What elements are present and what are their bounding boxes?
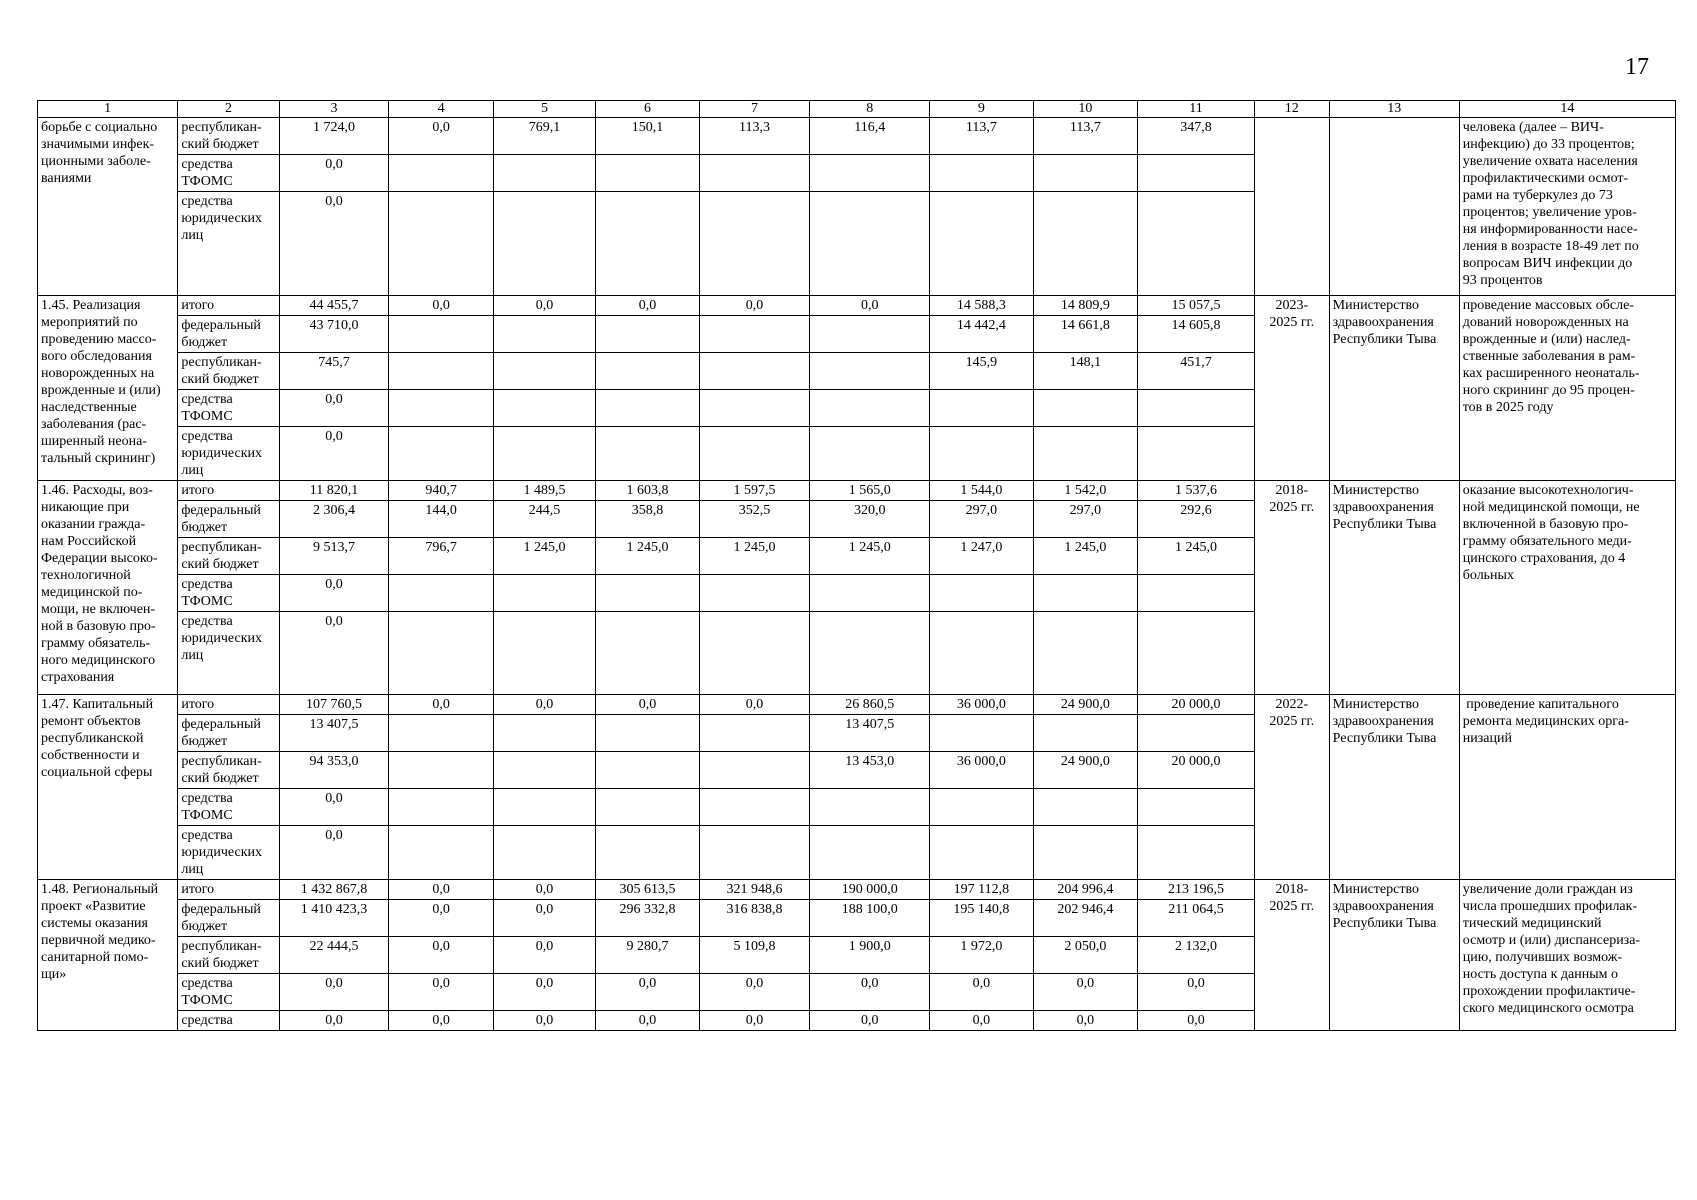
amount-cell [389,752,493,789]
table-row [38,481,1676,501]
amount-cell: 1 597,5 [699,481,810,501]
measure-name: 1.46. Расходы, воз- никающие при оказании гражда- нам Российской Федерации высоко- технологичной медицинской по- мощи, не включен- ной в базовую про- грамму обязатель- ного медицинского страхования [38,481,178,695]
expected-result: человека (далее – ВИЧ- инфекцию) до 33 процентов; увеличение охвата населения профилактическими осмот- рами на туберкулез до 73 процентов; увеличение уров- ня информированности насе- ления в возрасте 18-49 лет по вопросам ВИЧ инфекции до 93 процентов [1459,118,1675,296]
amount-cell: 0,0 [493,974,595,1011]
amount-cell: 0,0 [699,974,810,1011]
amount-cell: 22 444,5 [279,937,389,974]
amount-cell [1138,575,1255,612]
amount-cell [596,353,699,390]
amount-cell: 145,9 [930,353,1033,390]
responsible-executor [1329,118,1459,296]
expected-result: проведение массовых обсле- дований новорожденных на врожденные и (или) наслед- ственные заболевания в рам- ках расширенного неонаталь- ного скрининг до 95 процен- тов в 2025 году [1459,296,1675,481]
column-number: 7 [699,101,810,118]
amount-cell: 0,0 [1138,1011,1255,1031]
amount-cell: 2 306,4 [279,501,389,538]
amount-cell [699,575,810,612]
amount-cell: 1 245,0 [1138,538,1255,575]
funding-source: средства ТФОМС [178,575,279,612]
amount-cell: 11 820,1 [279,481,389,501]
amount-cell: 1 245,0 [493,538,595,575]
amount-cell [493,427,595,481]
amount-cell: 0,0 [1033,974,1137,1011]
amount-cell: 1 245,0 [1033,538,1137,575]
amount-cell [1033,789,1137,826]
amount-cell: 43 710,0 [279,316,389,353]
amount-cell: 0,0 [389,974,493,1011]
amount-cell [699,612,810,695]
amount-cell: 1 972,0 [930,937,1033,974]
amount-cell: 0,0 [493,695,595,715]
amount-cell [389,575,493,612]
amount-cell: 1 603,8 [596,481,699,501]
amount-cell [930,826,1033,880]
amount-cell [389,155,493,192]
amount-cell: 0,0 [389,1011,493,1031]
amount-cell [699,789,810,826]
column-number: 12 [1254,101,1329,118]
amount-cell [699,155,810,192]
amount-cell: 14 442,4 [930,316,1033,353]
amount-cell: 0,0 [279,789,389,826]
amount-cell [810,353,930,390]
amount-cell [596,192,699,296]
funding-source: федеральный бюджет [178,316,279,353]
amount-cell [493,789,595,826]
amount-cell: 296 332,8 [596,900,699,937]
measure-name: 1.47. Капитальный ремонт объектов республиканской собственности и социальной сферы [38,695,178,880]
funding-source: средства ТФОМС [178,789,279,826]
amount-cell: 13 453,0 [810,752,930,789]
amount-cell: 1 247,0 [930,538,1033,575]
amount-cell [493,390,595,427]
funding-source: федеральный бюджет [178,501,279,538]
amount-cell [699,192,810,296]
responsible-executor: Министерство здравоохранения Республики Тыва [1329,296,1459,481]
amount-cell [810,612,930,695]
funding-source: средства [178,1011,279,1031]
implementation-period: 2018- 2025 гг. [1254,880,1329,1031]
implementation-period [1254,118,1329,296]
amount-cell [930,192,1033,296]
amount-cell: 0,0 [596,695,699,715]
amount-cell [699,390,810,427]
amount-cell: 1 537,6 [1138,481,1255,501]
amount-cell: 211 064,5 [1138,900,1255,937]
amount-cell: 13 407,5 [810,715,930,752]
expected-result: оказание высокотехнологич- ной медицинской помощи, не включенной в базовую про- грамму обязательного меди- цинского страхования, до 4 больных [1459,481,1675,695]
amount-cell: 0,0 [389,937,493,974]
amount-cell [389,826,493,880]
funding-source: федеральный бюджет [178,900,279,937]
amount-cell: 213 196,5 [1138,880,1255,900]
column-number-row [38,101,1676,118]
responsible-executor: Министерство здравоохранения Республики Тыва [1329,481,1459,695]
amount-cell: 297,0 [1033,501,1137,538]
amount-cell [699,752,810,789]
amount-cell: 352,5 [699,501,810,538]
funding-source: республикан- ский бюджет [178,538,279,575]
funding-source: итого [178,695,279,715]
amount-cell: 316 838,8 [699,900,810,937]
amount-cell: 14 588,3 [930,296,1033,316]
column-number: 14 [1459,101,1675,118]
amount-cell: 0,0 [279,192,389,296]
amount-cell [493,192,595,296]
amount-cell: 0,0 [279,427,389,481]
measure-name: 1.45. Реализация мероприятий по проведению массо- вого обследования новорожденных на врожденные и (или) наследственные заболевания (рас- ширенный неона- тальный скрининг) [38,296,178,481]
amount-cell: 292,6 [1138,501,1255,538]
amount-cell [389,789,493,826]
amount-cell: 204 996,4 [1033,880,1137,900]
amount-cell [810,427,930,481]
amount-cell: 113,7 [930,118,1033,155]
amount-cell [1138,155,1255,192]
column-number: 9 [930,101,1033,118]
amount-cell: 24 900,0 [1033,752,1137,789]
funding-source: республикан- ский бюджет [178,937,279,974]
amount-cell: 1 900,0 [810,937,930,974]
amount-cell: 321 948,6 [699,880,810,900]
amount-cell: 0,0 [389,695,493,715]
amount-cell: 796,7 [389,538,493,575]
table-row [38,118,1676,155]
column-number: 2 [178,101,279,118]
funding-source: итого [178,296,279,316]
amount-cell: 0,0 [279,1011,389,1031]
amount-cell [596,826,699,880]
amount-cell [493,353,595,390]
funding-source: республикан- ский бюджет [178,353,279,390]
responsible-executor: Министерство здравоохранения Республики Тыва [1329,880,1459,1031]
amount-cell [930,575,1033,612]
amount-cell: 2 050,0 [1033,937,1137,974]
amount-cell: 1 724,0 [279,118,389,155]
amount-cell: 0,0 [279,155,389,192]
amount-cell [493,155,595,192]
amount-cell: 0,0 [699,695,810,715]
amount-cell: 1 245,0 [810,538,930,575]
amount-cell [596,427,699,481]
amount-cell: 148,1 [1033,353,1137,390]
amount-cell: 1 245,0 [596,538,699,575]
amount-cell: 1 544,0 [930,481,1033,501]
amount-cell: 0,0 [389,900,493,937]
amount-cell: 0,0 [810,1011,930,1031]
amount-cell: 0,0 [493,937,595,974]
amount-cell [596,575,699,612]
column-number: 3 [279,101,389,118]
amount-cell: 13 407,5 [279,715,389,752]
amount-cell: 9 280,7 [596,937,699,974]
funding-source: итого [178,481,279,501]
amount-cell: 0,0 [389,880,493,900]
amount-cell: 1 565,0 [810,481,930,501]
amount-cell: 0,0 [596,1011,699,1031]
amount-cell [389,612,493,695]
amount-cell [1138,390,1255,427]
amount-cell: 0,0 [596,974,699,1011]
amount-cell [930,715,1033,752]
funding-source: республикан- ский бюджет [178,118,279,155]
amount-cell [1033,575,1137,612]
amount-cell [1138,826,1255,880]
amount-cell: 0,0 [389,118,493,155]
amount-cell: 244,5 [493,501,595,538]
amount-cell: 94 353,0 [279,752,389,789]
funding-source: средства юридических лиц [178,612,279,695]
amount-cell [810,155,930,192]
amount-cell: 0,0 [279,826,389,880]
amount-cell [389,353,493,390]
amount-cell [596,316,699,353]
amount-cell [389,390,493,427]
amount-cell: 113,3 [699,118,810,155]
amount-cell [699,715,810,752]
amount-cell [596,612,699,695]
amount-cell [930,789,1033,826]
amount-cell: 0,0 [389,296,493,316]
amount-cell: 1 245,0 [699,538,810,575]
amount-cell [493,575,595,612]
measure-name: борьбе с социально значимыми инфек- ционными заболе- ваниями [38,118,178,296]
amount-cell: 2 132,0 [1138,937,1255,974]
amount-cell [493,826,595,880]
amount-cell [493,316,595,353]
amount-cell: 144,0 [389,501,493,538]
amount-cell: 1 432 867,8 [279,880,389,900]
column-number: 6 [596,101,699,118]
amount-cell: 36 000,0 [930,752,1033,789]
amount-cell [389,427,493,481]
amount-cell: 0,0 [493,1011,595,1031]
column-number: 8 [810,101,930,118]
amount-cell [699,316,810,353]
amount-cell [1138,427,1255,481]
amount-cell: 195 140,8 [930,900,1033,937]
amount-cell: 1 489,5 [493,481,595,501]
amount-cell: 0,0 [930,974,1033,1011]
amount-cell: 0,0 [810,296,930,316]
amount-cell [930,427,1033,481]
amount-cell [1138,612,1255,695]
amount-cell: 0,0 [1138,974,1255,1011]
amount-cell [699,427,810,481]
amount-cell: 0,0 [493,880,595,900]
expected-result: проведение капитального ремонта медицинских орга- низаций [1459,695,1675,880]
amount-cell: 0,0 [279,974,389,1011]
amount-cell: 9 513,7 [279,538,389,575]
amount-cell: 940,7 [389,481,493,501]
amount-cell [1138,789,1255,826]
amount-cell: 0,0 [699,1011,810,1031]
amount-cell: 5 109,8 [699,937,810,974]
amount-cell [699,826,810,880]
funding-source: средства юридических лиц [178,192,279,296]
implementation-period: 2022- 2025 гг. [1254,695,1329,880]
funding-source: средства ТФОМС [178,974,279,1011]
amount-cell: 116,4 [810,118,930,155]
table-row [38,695,1676,715]
amount-cell: 0,0 [493,296,595,316]
amount-cell: 1 410 423,3 [279,900,389,937]
funding-source: средства юридических лиц [178,826,279,880]
amount-cell: 24 900,0 [1033,695,1137,715]
amount-cell [810,316,930,353]
financing-table [37,100,1676,1031]
amount-cell [493,612,595,695]
amount-cell [596,752,699,789]
amount-cell: 202 946,4 [1033,900,1137,937]
amount-cell: 14 661,8 [1033,316,1137,353]
amount-cell [930,390,1033,427]
amount-cell [1033,826,1137,880]
amount-cell [1033,612,1137,695]
table-row [38,296,1676,316]
funding-source: федеральный бюджет [178,715,279,752]
amount-cell: 190 000,0 [810,880,930,900]
amount-cell: 347,8 [1138,118,1255,155]
amount-cell: 320,0 [810,501,930,538]
amount-cell: 305 613,5 [596,880,699,900]
amount-cell: 197 112,8 [930,880,1033,900]
amount-cell: 113,7 [1033,118,1137,155]
page-number: 17 [1625,54,1649,80]
column-number: 11 [1138,101,1255,118]
amount-cell [1033,192,1137,296]
amount-cell [1138,192,1255,296]
amount-cell [389,316,493,353]
column-number: 5 [493,101,595,118]
amount-cell: 769,1 [493,118,595,155]
amount-cell: 14 605,8 [1138,316,1255,353]
funding-source: итого [178,880,279,900]
column-number: 13 [1329,101,1459,118]
column-number: 1 [38,101,178,118]
amount-cell [1033,427,1137,481]
amount-cell: 0,0 [1033,1011,1137,1031]
funding-source: республикан- ский бюджет [178,752,279,789]
amount-cell: 15 057,5 [1138,296,1255,316]
amount-cell: 188 100,0 [810,900,930,937]
amount-cell: 358,8 [596,501,699,538]
amount-cell: 20 000,0 [1138,695,1255,715]
amount-cell: 0,0 [930,1011,1033,1031]
amount-cell [810,575,930,612]
amount-cell [493,715,595,752]
amount-cell [1033,155,1137,192]
amount-cell: 20 000,0 [1138,752,1255,789]
amount-cell: 0,0 [699,296,810,316]
amount-cell: 297,0 [930,501,1033,538]
amount-cell: 44 455,7 [279,296,389,316]
amount-cell [810,192,930,296]
implementation-period: 2023- 2025 гг. [1254,296,1329,481]
amount-cell: 0,0 [279,612,389,695]
amount-cell [930,612,1033,695]
amount-cell: 745,7 [279,353,389,390]
amount-cell: 0,0 [279,390,389,427]
amount-cell: 0,0 [596,296,699,316]
funding-source: средства юридических лиц [178,427,279,481]
amount-cell: 1 542,0 [1033,481,1137,501]
amount-cell [699,353,810,390]
amount-cell [1138,715,1255,752]
amount-cell [389,192,493,296]
amount-cell: 36 000,0 [930,695,1033,715]
amount-cell [493,752,595,789]
implementation-period: 2018- 2025 гг. [1254,481,1329,695]
amount-cell [1033,390,1137,427]
amount-cell [596,155,699,192]
amount-cell: 14 809,9 [1033,296,1137,316]
amount-cell [1033,715,1137,752]
column-number: 4 [389,101,493,118]
table-row [38,880,1676,900]
amount-cell [930,155,1033,192]
amount-cell: 451,7 [1138,353,1255,390]
amount-cell [810,789,930,826]
amount-cell: 0,0 [279,575,389,612]
amount-cell: 150,1 [596,118,699,155]
amount-cell: 0,0 [493,900,595,937]
amount-cell: 26 860,5 [810,695,930,715]
amount-cell [596,715,699,752]
funding-source: средства ТФОМС [178,155,279,192]
column-number: 10 [1033,101,1137,118]
amount-cell: 0,0 [810,974,930,1011]
measure-name: 1.48. Региональный проект «Развитие системы оказания первичной медико- санитарной помо- щи» [38,880,178,1031]
funding-source: средства ТФОМС [178,390,279,427]
amount-cell [596,789,699,826]
amount-cell: 107 760,5 [279,695,389,715]
expected-result: увеличение доли граждан из числа прошедших профилак- тический медицинский осмотр и (или) диспансериза- цию, получивших возмож- ность доступа к данным о прохождении профилактиче- ского медицинского осмотра [1459,880,1675,1031]
amount-cell [810,390,930,427]
amount-cell [389,715,493,752]
amount-cell [810,826,930,880]
responsible-executor: Министерство здравоохранения Республики Тыва [1329,695,1459,880]
amount-cell [596,390,699,427]
